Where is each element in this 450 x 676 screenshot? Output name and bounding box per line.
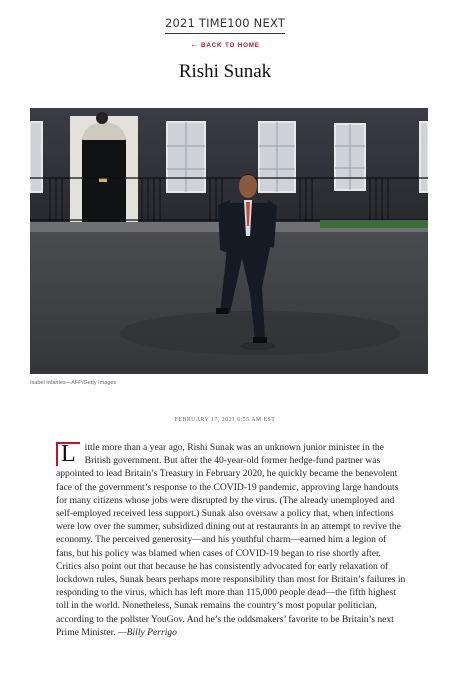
article-text: ittle more than a year ago, Rishi Sunak was an unknown junior minister in the British government. But after the 40-year-old former hedge-fund partner was appointed to lead Britain’s Treasury in February 2020, he quickly became the benevolent face of the government’s response to the COVID-19 pandemic, approving large handouts for many citizens whose jobs were disrupted by the virus. (The already unemployed and self-employed received less support.) Sunak also oversaw a policy that, when infections were low over the summer, subsidized dining out at restaurants in an attempt to revive the economy. The perceived generosity—and his youthful charm—earned him a legion of fans, but his policy was blamed when cases of COVID-19 began to rise shortly after. Critics also point out that because he has consistently advocated for early relaxation of lockdown rules, Sunak bears perhaps more responsibility than most for Britain’s failures in responding to the virus, which has left more than 115,000 people dead—the fifth highest toll in the world. Nonetheless, Sunak remains the country’s most popular politician, according to the pollster YouGov. And he’s the oddsmakers’ favorite to be Britain’s next Prime Minister. bbox=[56, 442, 406, 638]
left-arrow-icon: ← bbox=[190, 40, 199, 49]
byline: —Billy Perrigo bbox=[118, 626, 177, 638]
back-to-home-link[interactable] bbox=[0, 40, 450, 49]
profile-photo bbox=[30, 108, 428, 374]
series-title bbox=[0, 16, 450, 34]
series-title-text: 2021 TIME100 NEXT bbox=[165, 16, 285, 34]
drop-cap: L bbox=[56, 442, 80, 466]
article-body bbox=[56, 441, 406, 639]
page-title: Rishi Sunak bbox=[178, 61, 272, 82]
publish-date: FEBRUARY 17, 2021 6:55 AM EST bbox=[174, 417, 276, 423]
back-to-home-label: BACK TO HOME bbox=[201, 42, 260, 49]
photo-credit: Isabel Infantes—AFP/Getty Images bbox=[30, 380, 117, 386]
